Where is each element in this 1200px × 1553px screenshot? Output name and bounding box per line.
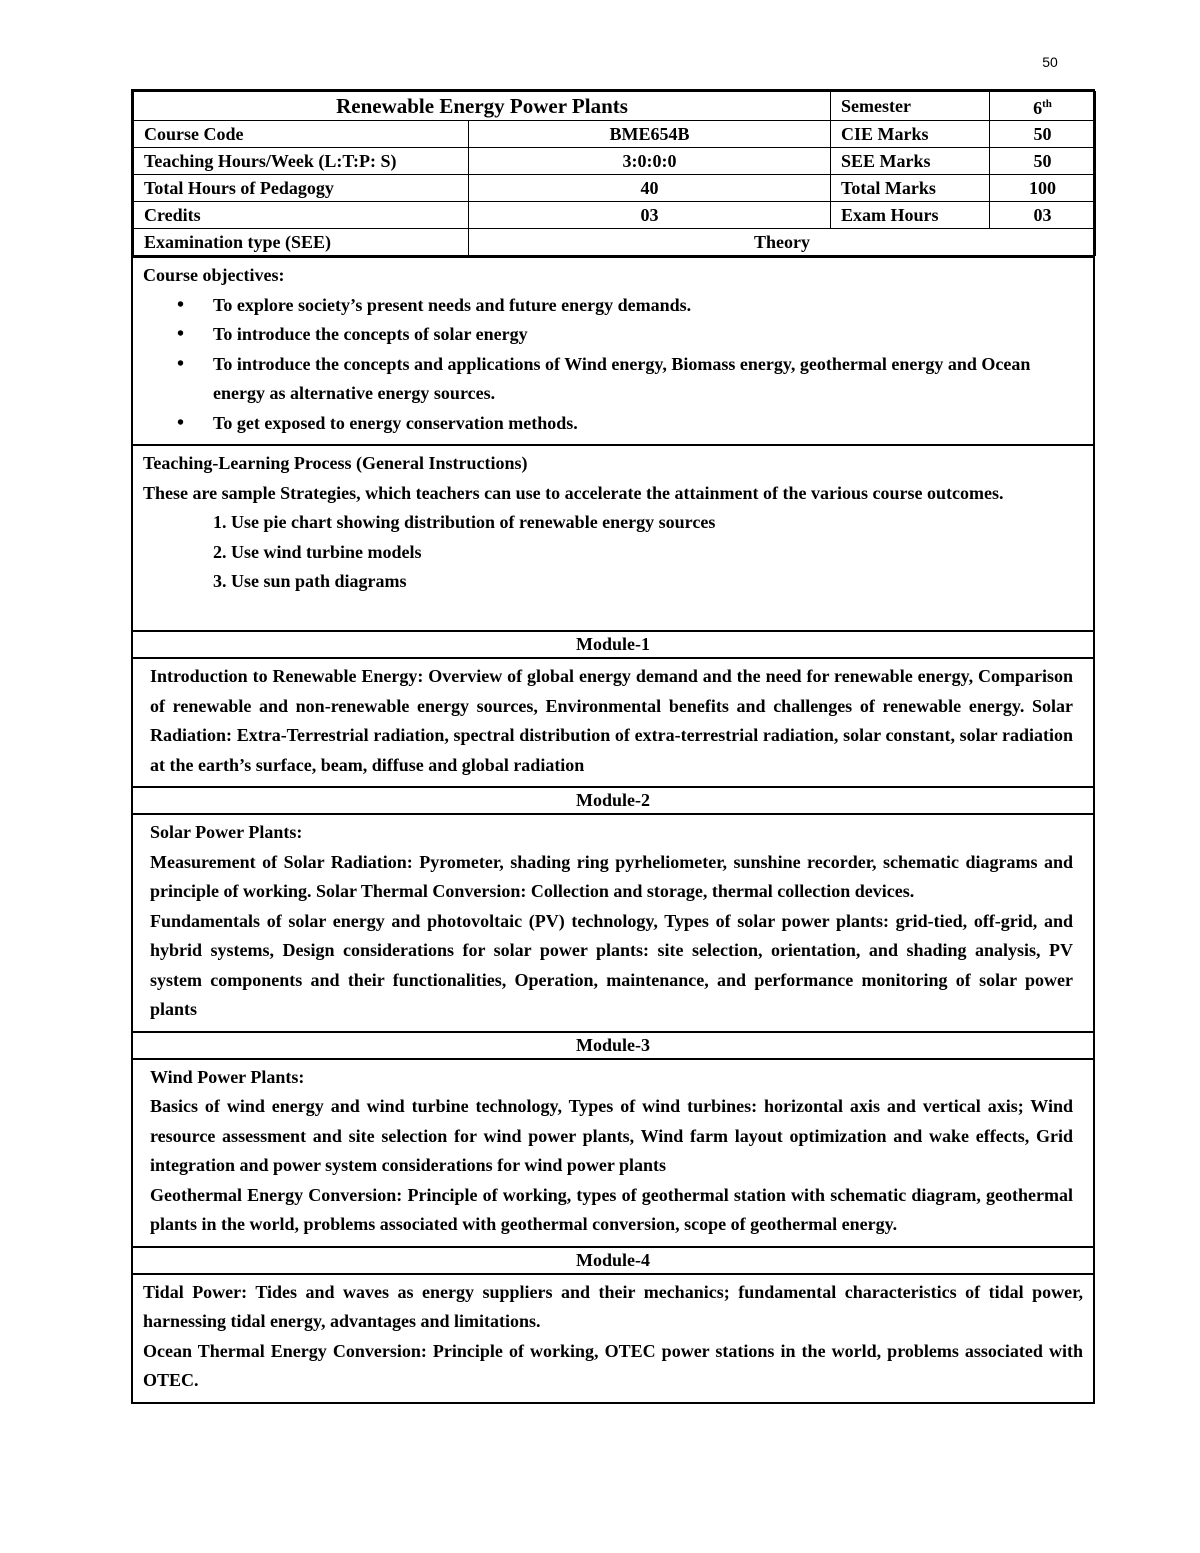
table-row: [134, 175, 1096, 202]
info-value: 50: [990, 121, 1096, 148]
info-label: Semester: [831, 92, 990, 121]
info-value: 3:0:0:0: [469, 148, 831, 175]
table-row: [134, 229, 1096, 256]
info-value: 03: [469, 202, 831, 229]
info-value: [990, 92, 1096, 121]
module-heading: Module-1: [133, 630, 1093, 657]
info-label: Examination type (SEE): [134, 229, 469, 256]
list-item: • To explore society’s present needs and future energy demands.: [213, 291, 1083, 321]
info-label: CIE Marks: [831, 121, 990, 148]
module-paragraph: Ocean Thermal Energy Conversion: Principle of working, OTEC power stations in the world, problems associated with OTEC.: [143, 1340, 1083, 1390]
info-label: SEE Marks: [831, 148, 990, 175]
module-paragraph: Geothermal Energy Conversion: Principle of working, types of geothermal station with schematic diagram, geothermal plants in the world, problems associated with geothermal conversion, scope of geothermal energy.: [150, 1184, 1073, 1234]
module-paragraph: Wind Power Plants:: [150, 1066, 305, 1087]
table-row: [134, 148, 1096, 175]
module-content: [133, 1058, 1093, 1246]
info-value: 50: [990, 148, 1096, 175]
list-item: • To get exposed to energy conservation methods.: [213, 409, 1083, 439]
teaching-learning-process: [133, 444, 1093, 630]
module-heading: Module-4: [133, 1246, 1093, 1273]
course-syllabus-table: [131, 89, 1095, 1404]
list-item: • To introduce the concepts and applications of Wind energy, Biomass energy, geothermal energy and Ocean energy as alternative energy sources.: [213, 350, 1083, 409]
module-content: [133, 1273, 1093, 1402]
page-number: 50: [1042, 54, 1058, 70]
module-paragraph: Measurement of Solar Radiation: Pyrometer, shading ring pyrheliometer, sunshine recorder, schematic diagrams and principle of working. Solar Thermal Conversion: Collection and storage, thermal collection devices.: [150, 851, 1073, 901]
list-item: 1. Use pie chart showing distribution of renewable energy sources: [213, 512, 716, 532]
list-item: • To introduce the concepts of solar energy: [213, 320, 1083, 350]
module-content: [133, 813, 1093, 1031]
info-label: Total Hours of Pedagogy: [134, 175, 469, 202]
objectives-list: [143, 291, 1083, 439]
info-value: 03: [990, 202, 1096, 229]
exam-type-value: Theory: [469, 229, 1096, 256]
info-label: Exam Hours: [831, 202, 990, 229]
module-paragraph: Solar Power Plants:: [150, 822, 303, 842]
info-value: 100: [990, 175, 1096, 202]
module-paragraph: Tidal Power: Tides and waves as energy suppliers and their mechanics; fundamental characteristics of tidal power, harnessing tidal energy, advantages and limitations.: [143, 1281, 1083, 1331]
info-label: Teaching Hours/Week (L:T:P: S): [134, 148, 469, 175]
course-title: Renewable Energy Power Plants: [134, 92, 831, 121]
info-label: Course Code: [134, 121, 469, 148]
module-heading: Module-2: [133, 786, 1093, 813]
info-value: BME654B: [469, 121, 831, 148]
semester-value: 6: [1033, 98, 1043, 118]
list-item: 2. Use wind turbine models: [213, 541, 422, 562]
table-row: [134, 121, 1096, 148]
module-paragraph: Basics of wind energy and wind turbine technology, Types of wind turbines: horizontal axis and vertical axis; Wind resource assessment and site selection for wind power plants, Wind farm layout optimization and wake effects, Grid integration and power system considerations for wind power plants: [150, 1096, 1073, 1175]
module-heading: Module-3: [133, 1031, 1093, 1058]
module-content: [133, 657, 1093, 786]
list-item: 3. Use sun path diagrams: [213, 571, 407, 591]
table-row: [134, 92, 1096, 121]
teaching-intro: These are sample Strategies, which teachers can use to accelerate the attainment of the various course outcomes.: [143, 482, 1004, 503]
course-info-table: [133, 91, 1096, 256]
objectives-heading: Course objectives:: [143, 265, 285, 285]
info-value: 40: [469, 175, 831, 202]
teaching-heading: Teaching-Learning Process (General Instructions): [143, 453, 528, 473]
module-paragraph: Introduction to Renewable Energy: Overview of global energy demand and the need for renewable energy, Comparison of renewable and non-renewable energy sources, Environmental benefits and challenges of renewable energy. Solar Radiation: Extra-Terrestrial radiation, spectral distribution of extra-terrestrial radiation, solar constant, solar radiation at the earth’s surface, beam, diffuse and global radiation: [150, 666, 1073, 775]
course-objectives: [133, 256, 1093, 444]
semester-suffix: th: [1042, 98, 1052, 110]
info-label: Credits: [134, 202, 469, 229]
table-row: [134, 202, 1096, 229]
teaching-list: [143, 508, 1083, 597]
info-label: Total Marks: [831, 175, 990, 202]
module-paragraph: Fundamentals of solar energy and photovoltaic (PV) technology, Types of solar power plants: grid-tied, off-grid, and hybrid systems, Design considerations for solar power plants: site selection, orientation, and shading analysis, PV system components and their functionalities, Operation, maintenance, and performance monitoring of solar power plants: [150, 910, 1073, 1019]
